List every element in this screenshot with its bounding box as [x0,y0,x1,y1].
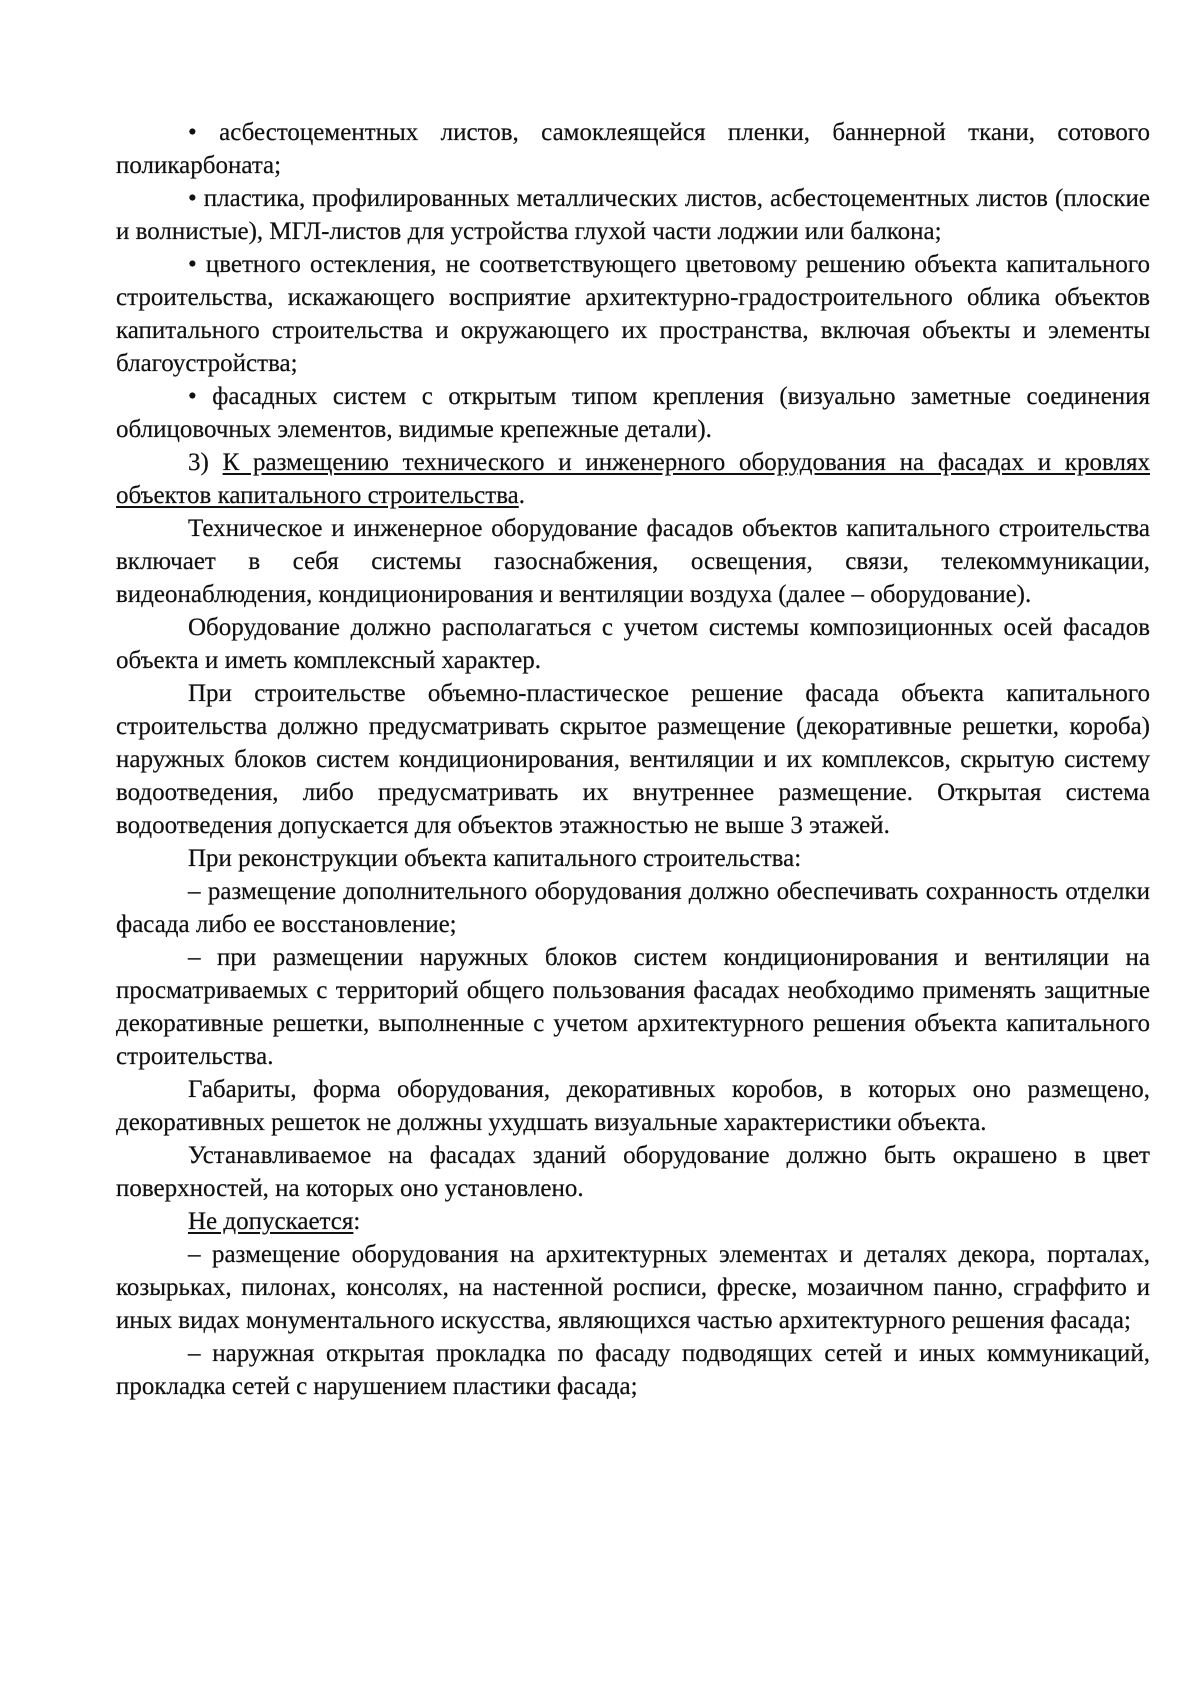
paragraph-equipment-definition: Техническое и инженерное оборудование фасадов объектов капитального строительства включает в себя системы газоснабжения, освещения, связи, телекоммуникации, видеонаблюдения, кондиционирования и вентиляции воздуха (далее – оборудование). [116,515,1150,608]
paragraph-reconstruction: При реконструкции объекта капитального строительства: [188,845,802,872]
paragraph-equipment-placement: Оборудование должно располагаться с учетом системы композиционных осей фасадов объекта и иметь комплексный характер. [116,614,1150,674]
dash-item-outdoor-units: – при размещении наружных блоков систем кондиционирования и вентиляции на просматриваемых с территорий общего пользования фасадах необходимо применять защитные декоративные решетки, выполненные с учетом архитектурного решения объекта капитального строительства. [116,944,1150,1070]
paragraph-dimensions: Габариты, форма оборудования, декоративных коробов, в которых оно размещено, декоративных решеток не должны ухудшать визуальные характеристики объекта. [116,1076,1150,1136]
dash-item-open-networks: – наружная открытая прокладка по фасаду подводящих сетей и иных коммуникаций, прокладка сетей с нарушением пластики фасада; [116,1340,1150,1400]
paragraph-construction: При строительстве объемно-пластическое решение фасада объекта капитального строительства должно предусматривать скрытое размещение (декоративные решетки, короба) наружных блоков систем кондиционирования, вентиляции и их комплексов, скрытую систему водоотведения, либо предусматривать их внутреннее размещение. Открытая система водоотведения допускается для объектов этажностью не выше 3 этажей. [116,680,1150,839]
bullet-colored-glazing: • цветного остекления, не соответствующего цветовому решению объекта капитального строительства, искажающего восприятие архитектурно-градостроительного облика объектов капитального строительства и окружающего их пространства, включая объекты и элементы благоустройства; [116,251,1150,377]
not-allowed-heading [116,1205,1150,1238]
not-allowed-label: Не допускается [188,1208,354,1235]
bullet-plastic-sheets: • пластика, профилированных металлических листов, асбестоцементных листов (плоские и волнистые), МГЛ-листов для устройства глухой части лоджии или балкона; [116,185,1150,245]
section-title-end: . [518,482,526,509]
dash-item-additional-equipment: – размещение дополнительного оборудования должно обеспечивать сохранность отделки фасада либо ее восстановление; [116,878,1150,938]
document-page [116,116,1150,1403]
paragraph-painting: Устанавливаемое на фасадах зданий оборудование должно быть окрашено в цвет поверхностей, на которых оно установлено. [116,1142,1150,1202]
section-number: 3) [188,449,223,476]
section-heading [116,446,1150,512]
not-allowed-colon: : [353,1208,361,1235]
dash-item-decor-elements: – размещение оборудования на архитектурных элементах и деталях декора, порталах, козырьках, пилонах, консолях, на настенной росписи, фреске, мозаичном панно, сграффито и иных видах монументального искусства, являющихся частью архитектурного решения фасада; [116,1241,1150,1334]
section-title: К размещению технического и инженерного оборудования на фасадах и кровлях объектов капитального строительства [116,449,1151,509]
bullet-asbestos-sheets: • асбестоцементных листов, самоклеящейся пленки, баннерной ткани, сотового поликарбоната; [116,119,1150,179]
bullet-facade-systems: • фасадных систем с открытым типом крепления (визуально заметные соединения облицовочных элементов, видимые крепежные детали). [116,383,1150,443]
